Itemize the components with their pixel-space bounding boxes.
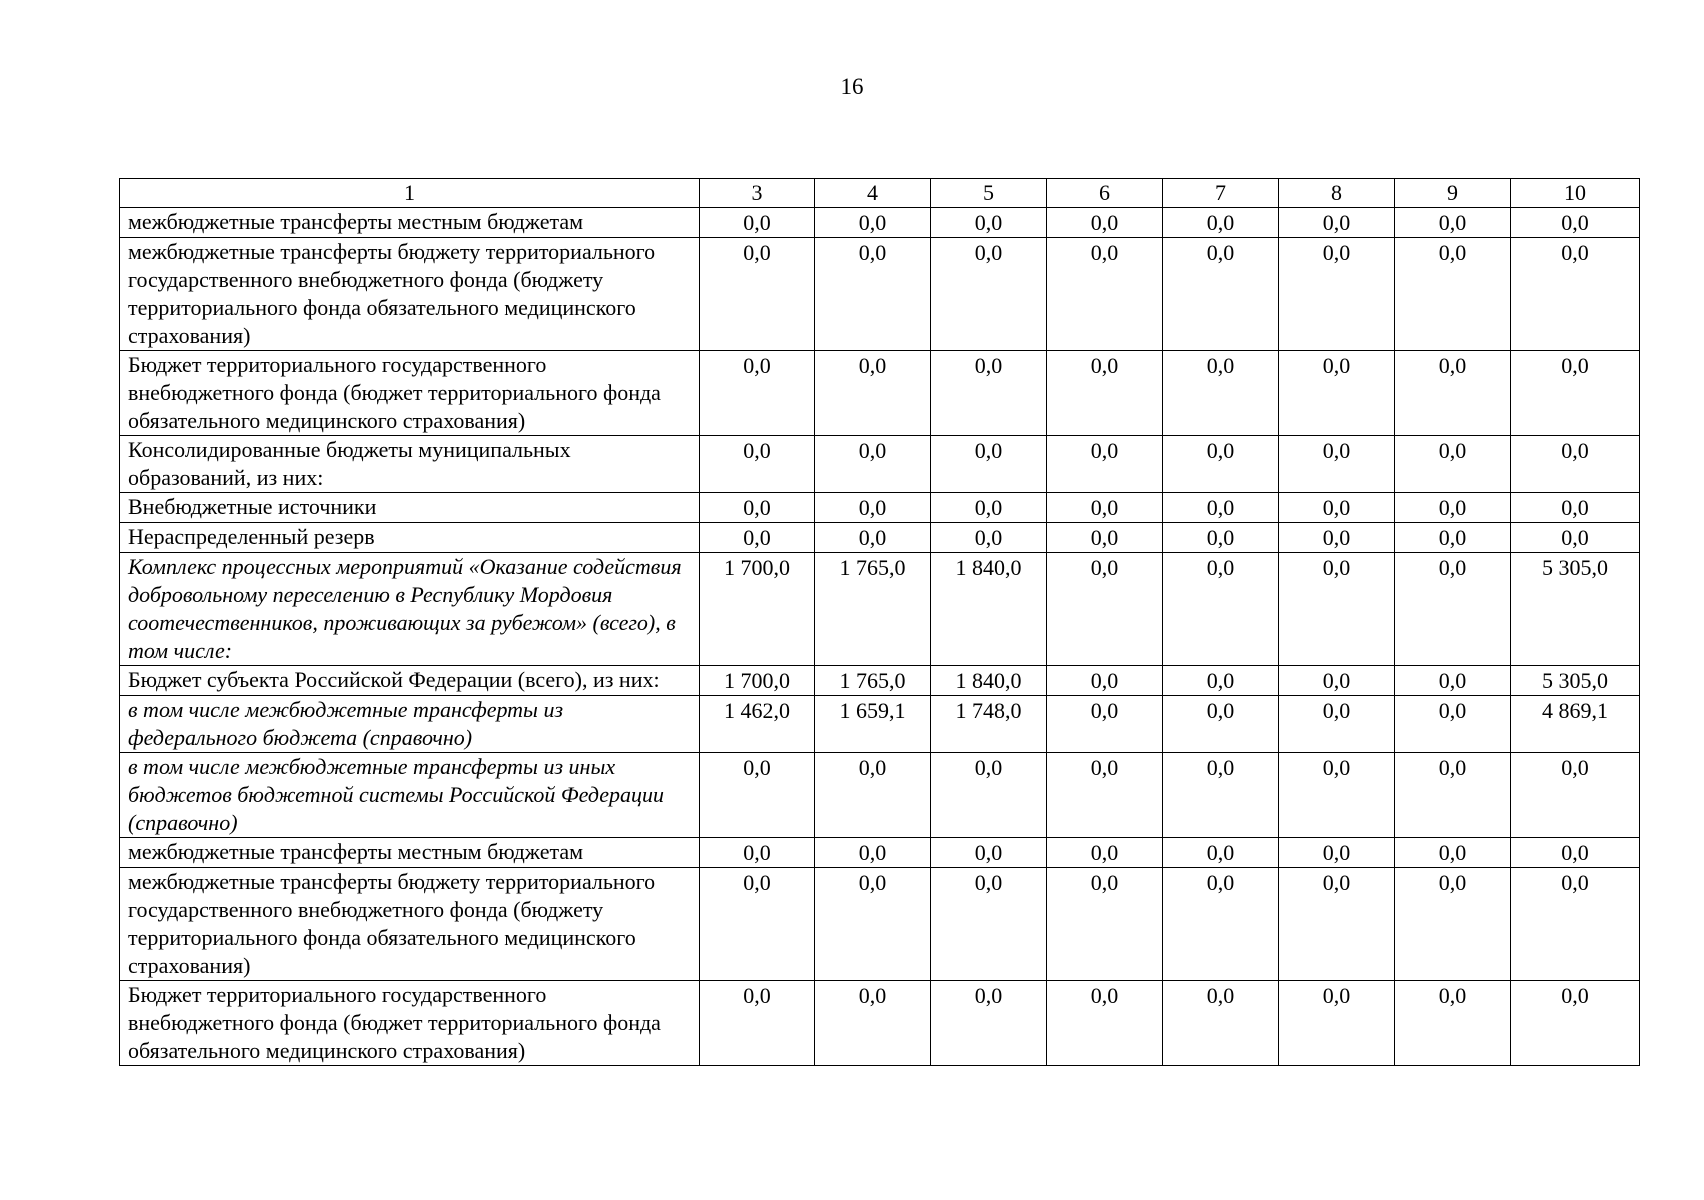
column-header: 7 [1163,179,1279,208]
table-row [120,838,1640,868]
row-label: Комплекс процессных мероприятий «Оказание содействия добровольному переселению в Республику Мордовия соотечественников, проживающих за рубежом» (всего), в том числе: [120,553,700,666]
value-cell: 0,0 [1511,523,1640,553]
value-cell: 0,0 [1279,351,1395,436]
value-cell: 1 765,0 [815,666,931,696]
page-number: 16 [840,74,864,99]
table-row [120,351,1640,436]
value-cell: 0,0 [931,838,1047,868]
table-row [120,696,1640,753]
value-cell: 0,0 [1047,523,1163,553]
value-cell: 0,0 [1047,351,1163,436]
value-cell: 1 840,0 [931,553,1047,666]
value-cell: 0,0 [931,436,1047,493]
value-cell: 0,0 [700,238,815,351]
value-cell: 0,0 [1279,493,1395,523]
value-cell: 0,0 [815,351,931,436]
table-row [120,553,1640,666]
value-cell: 0,0 [1047,696,1163,753]
value-cell: 0,0 [1279,553,1395,666]
table-row [120,981,1640,1066]
value-cell: 0,0 [1279,523,1395,553]
table-row [120,208,1640,238]
value-cell: 0,0 [1395,523,1511,553]
value-cell: 0,0 [931,351,1047,436]
table-row [120,868,1640,981]
table-row [120,436,1640,493]
value-cell: 0,0 [815,436,931,493]
value-cell: 0,0 [1047,238,1163,351]
value-cell: 0,0 [1511,208,1640,238]
value-cell: 0,0 [1395,553,1511,666]
row-label: в том числе межбюджетные трансферты из федерального бюджета (справочно) [120,696,700,753]
value-cell: 0,0 [1047,838,1163,868]
value-cell: 0,0 [1395,753,1511,838]
value-cell: 0,0 [1279,838,1395,868]
value-cell: 0,0 [1163,666,1279,696]
value-cell: 5 305,0 [1511,666,1640,696]
row-label: Бюджет субъекта Российской Федерации (всего), из них: [120,666,700,696]
value-cell: 1 700,0 [700,666,815,696]
value-cell: 0,0 [1163,351,1279,436]
value-cell: 0,0 [931,208,1047,238]
value-cell: 0,0 [1395,666,1511,696]
value-cell: 0,0 [1163,553,1279,666]
value-cell: 0,0 [700,981,815,1066]
value-cell: 0,0 [1395,238,1511,351]
value-cell: 0,0 [1279,753,1395,838]
value-cell: 0,0 [1511,981,1640,1066]
value-cell: 1 765,0 [815,553,931,666]
value-cell: 0,0 [1047,553,1163,666]
value-cell: 0,0 [700,838,815,868]
row-label: Нераспределенный резерв [120,523,700,553]
value-cell: 0,0 [1395,208,1511,238]
value-cell: 0,0 [1163,868,1279,981]
value-cell: 0,0 [1047,436,1163,493]
value-cell: 0,0 [1279,696,1395,753]
column-header: 10 [1511,179,1640,208]
row-label: Консолидированные бюджеты муниципальных образований, из них: [120,436,700,493]
value-cell: 1 748,0 [931,696,1047,753]
value-cell: 0,0 [1395,868,1511,981]
value-cell: 0,0 [1047,493,1163,523]
value-cell: 4 869,1 [1511,696,1640,753]
value-cell: 1 700,0 [700,553,815,666]
value-cell: 0,0 [1047,868,1163,981]
value-cell: 0,0 [815,493,931,523]
value-cell: 0,0 [1395,436,1511,493]
value-cell: 0,0 [815,208,931,238]
value-cell: 0,0 [1279,208,1395,238]
value-cell: 0,0 [815,523,931,553]
value-cell: 0,0 [931,753,1047,838]
value-cell: 0,0 [1163,838,1279,868]
value-cell: 0,0 [700,868,815,981]
value-cell: 0,0 [1395,351,1511,436]
value-cell: 0,0 [815,868,931,981]
value-cell: 0,0 [1279,981,1395,1066]
value-cell: 0,0 [1395,696,1511,753]
value-cell: 0,0 [1163,981,1279,1066]
value-cell: 0,0 [1395,493,1511,523]
table-row [120,493,1640,523]
table-header-row [120,179,1640,208]
value-cell: 0,0 [815,753,931,838]
column-header: 1 [120,179,700,208]
value-cell: 0,0 [1395,838,1511,868]
value-cell: 0,0 [815,238,931,351]
value-cell: 0,0 [1511,753,1640,838]
value-cell: 1 462,0 [700,696,815,753]
value-cell: 0,0 [1279,436,1395,493]
column-header: 5 [931,179,1047,208]
row-label: Бюджет территориального государственного внебюджетного фонда (бюджет территориального фонда обязательного медицинского страхования) [120,981,700,1066]
value-cell: 0,0 [1511,351,1640,436]
value-cell: 0,0 [1511,838,1640,868]
value-cell: 0,0 [931,981,1047,1066]
value-cell: 5 305,0 [1511,553,1640,666]
value-cell: 0,0 [1163,436,1279,493]
value-cell: 0,0 [1163,753,1279,838]
value-cell: 0,0 [1047,666,1163,696]
value-cell: 0,0 [815,981,931,1066]
table-row [120,753,1640,838]
table-row [120,523,1640,553]
value-cell: 1 840,0 [931,666,1047,696]
table-row [120,666,1640,696]
value-cell: 0,0 [700,351,815,436]
value-cell: 0,0 [1511,868,1640,981]
value-cell: 0,0 [1163,523,1279,553]
value-cell: 0,0 [700,493,815,523]
value-cell: 0,0 [1163,238,1279,351]
value-cell: 0,0 [700,753,815,838]
table-row [120,238,1640,351]
value-cell: 0,0 [1511,436,1640,493]
column-header: 6 [1047,179,1163,208]
column-header: 4 [815,179,931,208]
value-cell: 0,0 [1279,238,1395,351]
value-cell: 0,0 [1511,238,1640,351]
value-cell: 1 659,1 [815,696,931,753]
value-cell: 0,0 [931,238,1047,351]
value-cell: 0,0 [700,436,815,493]
column-header: 9 [1395,179,1511,208]
value-cell: 0,0 [1511,493,1640,523]
row-label: Бюджет территориального государственного внебюджетного фонда (бюджет территориального фонда обязательного медицинского страхования) [120,351,700,436]
budget-table [119,178,1640,1066]
value-cell: 0,0 [815,838,931,868]
row-label: в том числе межбюджетные трансферты из иных бюджетов бюджетной системы Российской Федерации (справочно) [120,753,700,838]
value-cell: 0,0 [1279,868,1395,981]
value-cell: 0,0 [700,523,815,553]
value-cell: 0,0 [1047,753,1163,838]
column-header: 8 [1279,179,1395,208]
row-label: межбюджетные трансферты бюджету территориального государственного внебюджетного фонда (бюджету территориального фонда обязательного медицинского страхования) [120,868,700,981]
value-cell: 0,0 [931,868,1047,981]
value-cell: 0,0 [1047,208,1163,238]
value-cell: 0,0 [1163,208,1279,238]
value-cell: 0,0 [931,493,1047,523]
value-cell: 0,0 [1047,981,1163,1066]
value-cell: 0,0 [1279,666,1395,696]
row-label: межбюджетные трансферты местным бюджетам [120,208,700,238]
row-label: межбюджетные трансферты местным бюджетам [120,838,700,868]
column-header: 3 [700,179,815,208]
row-label: межбюджетные трансферты бюджету территориального государственного внебюджетного фонда (бюджету территориального фонда обязательного медицинского страхования) [120,238,700,351]
value-cell: 0,0 [700,208,815,238]
value-cell: 0,0 [1163,493,1279,523]
value-cell: 0,0 [1395,981,1511,1066]
value-cell: 0,0 [931,523,1047,553]
value-cell: 0,0 [1163,696,1279,753]
row-label: Внебюджетные источники [120,493,700,523]
